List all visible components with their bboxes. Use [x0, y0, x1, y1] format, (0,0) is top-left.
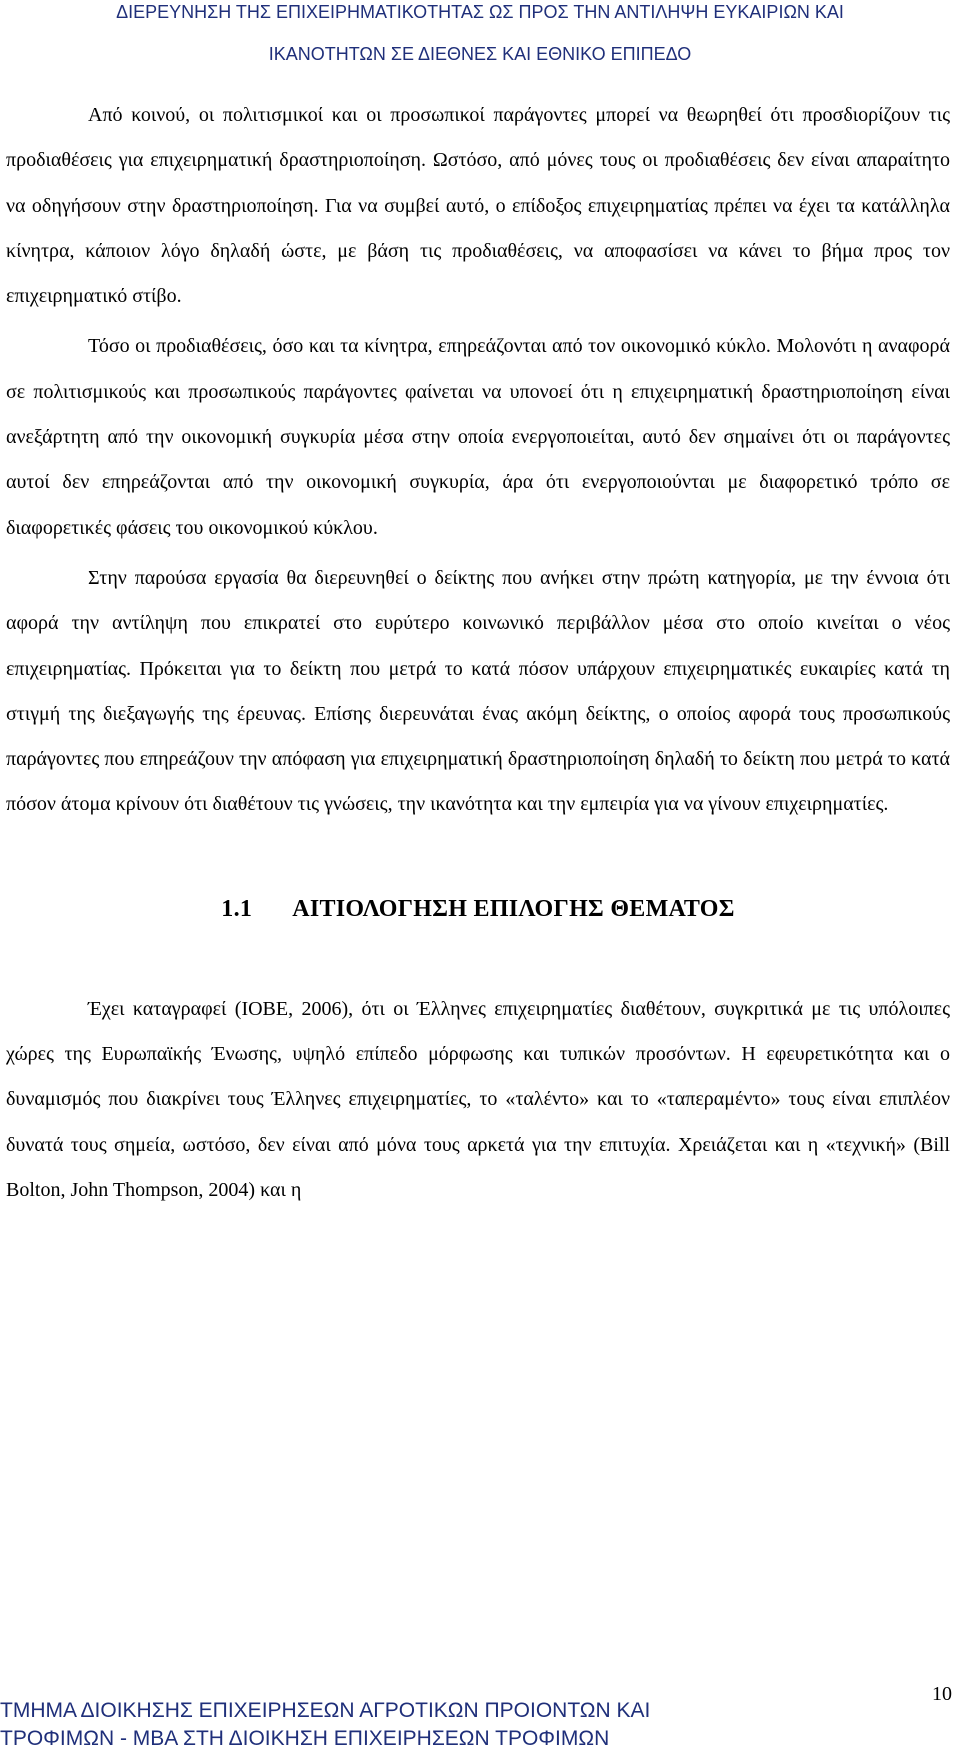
- section-number: 1.1: [221, 895, 253, 922]
- footer-line-2: ΤΡΟΦΙΜΩΝ - ΜΒΑ ΣΤΗ ΔΙΟΙΚΗΣΗ ΕΠΙΧΕΙΡΗΣΕΩΝ ΤΡΟΦΙΜΩΝ: [0, 1727, 610, 1750]
- section-title: ΑΙΤΙΟΛΟΓΗΣΗ ΕΠΙΛΟΓΗΣ ΘΕΜΑΤΟΣ: [292, 895, 735, 922]
- document-body: [6, 93, 950, 1213]
- section-paragraph: Έχει καταγραφεί (ΙΟΒΕ, 2006), ότι οι Έλληνες επιχειρηματίες διαθέτουν, συγκριτικά με τις υπόλοιπες χώρες της Ευρωπαϊκής Ένωσης, υψηλό επίπεδο μόρφωσης και τυπικών προσόντων. Η εφευρετικότητα και ο δυναμισμός που διακρίνει τους Έλληνες επιχειρηματίες, το «ταλέντο» και το «ταπεραμέντο» τους είναι επιπλέον δυνατά τους σημεία, ωστόσο, δεν είναι από μόνα τους αρκετά για την επιτυχία. Χρειάζεται και η «τεχνική» (Bill Bolton, John Thompson, 2004) και η: [6, 997, 950, 1201]
- body-paragraph-2: Τόσο οι προδιαθέσεις, όσο και τα κίνητρα, επηρεάζονται από τον οικονομικό κύκλο. Μολονότι η αναφορά σε πολιτισμικούς και προσωπικούς παράγοντες φαίνεται να υπονοεί ότι η επιχειρηματική δραστηριοποίηση είναι ανεξάρτητη από την οικονομική συγκυρία μέσα στην οποία ενεργοποιείται, αυτό δεν σημαίνει ότι οι παράγοντες αυτοί δεν επηρεάζονται από την οικονομική συγκυρία, άρα ότι ενεργοποιούνται με διαφορετικό τρόπο σε διαφορετικές φάσεις του οικονομικού κύκλου.: [6, 335, 950, 539]
- section-heading: [6, 894, 950, 924]
- page-header: [0, 0, 960, 74]
- header-line-1: ΔΙΕΡΕΥΝΗΣΗ ΤΗΣ ΕΠΙΧΕΙΡΗΜΑΤΙΚΟΤΗΤΑΣ ΩΣ ΠΡΟΣ ΤΗΝ ΑΝΤΙΛΗΨΗ ΕΥΚΑΙΡΙΩΝ ΚΑΙ: [116, 2, 844, 22]
- body-paragraph-1: Από κοινού, οι πολιτισμικοί και οι προσωπικοί παράγοντες μπορεί να θεωρηθεί ότι προσδιορίζουν τις προδιαθέσεις για επιχειρηματική δραστηριοποίηση. Ωστόσο, από μόνες τους οι προδιαθέσεις δεν είναι απαραίτητο να οδηγήσουν στην δραστηριοποίηση. Για να συμβεί αυτό, ο επίδοξος επιχειρηματίας πρέπει να έχει τα κατάλληλα κίνητρα, κάποιον λόγο δηλαδή ώστε, με βάση τις προδιαθέσεις, να αποφασίσει να κάνει το βήμα προς τον επιχειρηματικό στίβο.: [6, 104, 950, 308]
- header-line-2: ΙΚΑΝΟΤΗΤΩΝ ΣΕ ΔΙΕΘΝΕΣ ΚΑΙ ΕΘΝΙΚΟ ΕΠΙΠΕΔΟ: [268, 44, 692, 64]
- body-paragraph-3: Στην παρούσα εργασία θα διερευνηθεί ο δείκτης που ανήκει στην πρώτη κατηγορία, με την έννοια ότι αφορά την αντίληψη που επικρατεί στο ευρύτερο κοινωνικό περιβάλλον μέσα στο οποίο κινείται ο νέος επιχειρηματίας. Πρόκειται για το δείκτη που μετρά το κατά πόσον υπάρχουν επιχειρηματικές ευκαιρίες κατά τη στιγμή της διεξαγωγής της έρευνας. Επίσης διερευνάται ένας ακόμη δείκτης, ο οποίος αφορά τους προσωπικούς παράγοντες που επηρεάζουν την απόφαση για επιχειρηματική δραστηριοποίηση δηλαδή το δείκτη που μετρά το κατά πόσον άτομα κρίνουν ότι διαθέτουν τις γνώσεις, την ικανότητα και την εμπειρία για να γίνουν επιχειρηματίες.: [6, 566, 950, 816]
- footer-line-1: ΤΜΗΜΑ ΔΙΟΙΚΗΣΗΣ ΕΠΙΧΕΙΡΗΣΕΩΝ ΑΓΡΟΤΙΚΩΝ ΠΡΟΙΟΝΤΩΝ ΚΑΙ: [0, 1699, 651, 1722]
- page-number: 10: [932, 1683, 952, 1705]
